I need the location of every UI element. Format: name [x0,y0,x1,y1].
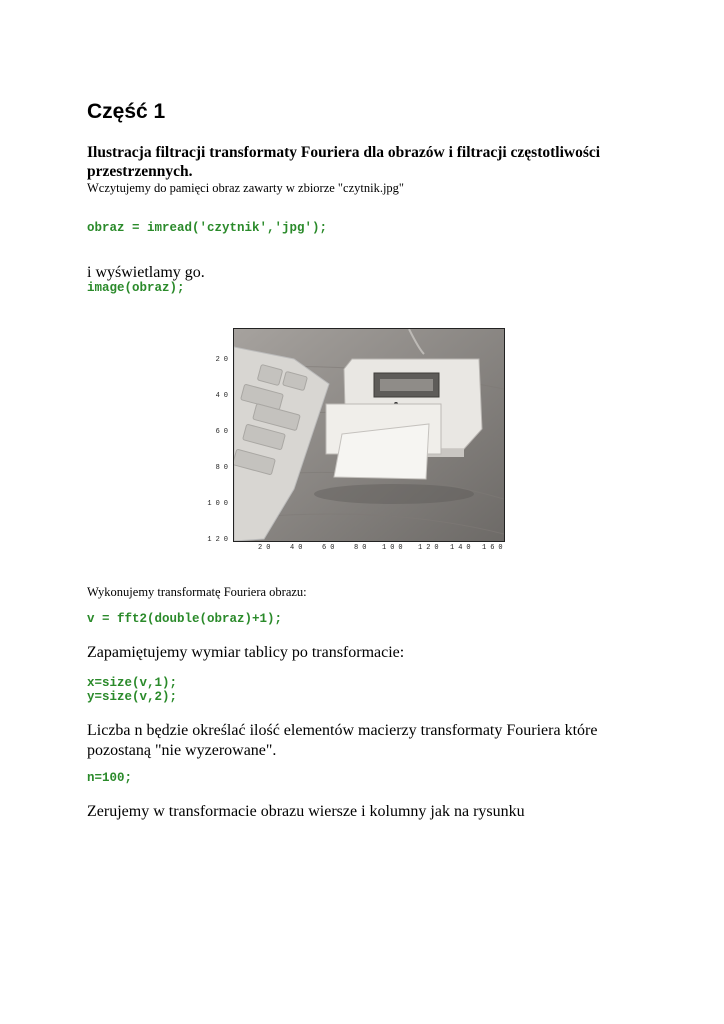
code-imread: obraz = imread('czytnik','jpg'); [87,221,328,235]
paragraph-display: i wyświetlamy go. [87,264,205,281]
y-tick: 80 [215,464,232,472]
y-tick: 100 [207,500,232,508]
x-tick: 80 [354,544,371,552]
x-tick: 60 [322,544,339,552]
y-tick: 20 [215,356,232,364]
y-tick: 60 [215,428,232,436]
x-tick: 100 [382,544,407,552]
paragraph-load-image: Wczytujemy do pamięci obraz zawarty w zbiorze "czytnik.jpg" [87,181,405,195]
figure-card-reader [202,326,532,556]
x-tick: 160 [482,544,507,552]
card-reader-photo [233,328,505,542]
y-tick: 40 [215,392,232,400]
paragraph-fft: Wykonujemy transformatę Fouriera obrazu: [87,585,307,599]
code-fft2: v = fft2(double(obraz)+1); [87,612,283,626]
photo-illustration [234,329,504,541]
paragraph-n: Liczba n będzie określać ilość elementów macierzy transformaty Fouriera które pozostaną "nie wyzerowane". [87,722,598,759]
y-tick: 120 [207,536,232,544]
code-n: n=100; [87,771,133,785]
section-heading: Część 1 [87,100,166,123]
section-subtitle: Ilustracja filtracji transformaty Fouriera dla obrazów i filtracji częstotliwości przestrzennych. [87,144,601,180]
x-tick: 40 [290,544,307,552]
paragraph-size: Zapamiętujemy wymiar tablicy po transformacie: [87,644,405,661]
paragraph-zero: Zerujemy w transformacie obrazu wiersze i kolumny jak na rysunku [87,803,525,820]
code-image: image(obraz); [87,281,185,295]
x-tick: 140 [450,544,475,552]
x-tick: 120 [418,544,443,552]
x-tick: 20 [258,544,275,552]
code-size: x=size(v,1); y=size(v,2); [87,676,178,704]
